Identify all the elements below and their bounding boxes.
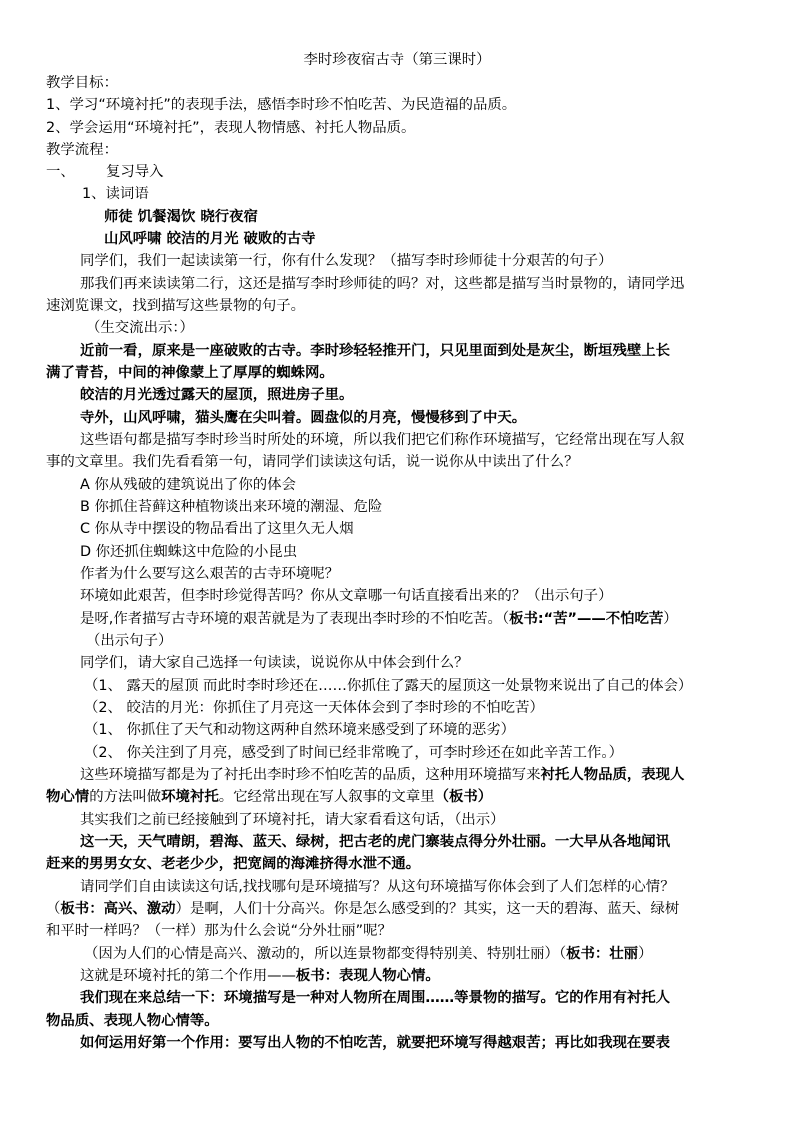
board-note: 板书：表现人物心情。: [295, 968, 440, 984]
paragraph: 那我们再来读读第二行，这还是描写李时珍师徒的吗？对，这些都是描写当时景物的，请同学迅: [80, 276, 685, 292]
paragraph: 其实我们之前已经接触到了环境衬托，请大家看看这句话，（出示）: [80, 812, 505, 828]
paragraph: [84, 943, 652, 965]
section-heading: 复习导入: [106, 164, 164, 180]
quoted-sentence: 近前一看，原来是一座破败的古寺。李时珍轻轻推开门，只见里面到处是灰尘，断垣残壁上长: [80, 343, 671, 359]
summary-sentence: 如何运用好第一个作用：要写出人物的不怕吃苦，就要把环境写得越艰苦；再比如我现在要表: [80, 1035, 671, 1051]
response-item: （2、 你关注到了月亮，感受到了时间已经非常晚了，可李时珍还在如此辛苦工作。）: [84, 745, 623, 761]
board-note: （板书）: [434, 789, 493, 805]
paragraph: [80, 965, 440, 987]
answer-option: B 你抓住苔藓这种植物谈出来环境的潮湿、危险: [80, 499, 383, 515]
paragraph-text: 这就是环境衬托的第二个作用——: [80, 968, 296, 984]
emphasis: 衬托人物品质，表现人: [540, 767, 685, 783]
section-number: 一、: [46, 164, 75, 180]
paragraph: 同学们，我们一起读读第一行，你有什么发现？（描写李时珍师徒十分艰苦的句子）: [80, 253, 613, 269]
vocabulary-row: 山风呼啸 皎洁的月光 破败的古寺: [104, 231, 316, 247]
quoted-sentence: 赶来的男男女女、老老少少，把宽阔的海滩挤得水泄不通。: [46, 856, 421, 872]
paragraph: [46, 786, 492, 808]
paragraph: 和平时一样吗？（一样）那为什么会说“分外壮丽”呢？: [46, 923, 392, 939]
paragraph-text: （: [46, 901, 61, 917]
goals-heading: 教学目标：: [46, 75, 118, 91]
summary-sentence: 物品质、表现人物心情等。: [46, 1013, 219, 1029]
paragraph-text: ）是啊，人们十分高兴。你是怎么感受到的？其实，这一天的碧海、蓝天、绿树: [175, 901, 680, 917]
paragraph-text: ）: [638, 946, 653, 962]
emphasis: 环境衬托: [161, 789, 219, 805]
paragraph-text: 是呀,作者描写古寺环境的艰苦就是为了表现出李时珍的不怕吃苦。（: [80, 611, 510, 627]
paragraph-text: （因为人们的心情是高兴、激动的，所以连景物都变得特别美、特别壮丽）（: [84, 946, 567, 962]
paragraph: （出示句子）: [86, 633, 173, 649]
paragraph: 同学们，请大家自己选择一句读读，说说你从中体会到什么？: [80, 655, 469, 671]
paragraph: 作者为什么要写这么艰苦的古寺环境呢？: [80, 566, 340, 582]
answer-option: C 你从寺中摆设的物品看出了这里久无人烟: [80, 521, 354, 537]
paragraph: 速浏览课文，找到描写这些景物的句子。: [46, 298, 306, 314]
answer-option: A 你从残破的建筑说出了你的体会: [80, 477, 296, 493]
paragraph-text: 这些环境描写都是为了衬托出李时珍不怕吃苦的品质，这种用环境描写来: [80, 767, 541, 783]
paragraph: 环境如此艰苦，但李时珍觉得苦吗？你从文章哪一句话直接看出来的？（出示句子）: [80, 588, 613, 604]
process-heading: 教学流程：: [46, 142, 118, 158]
board-note: 板书:“苦”——不怕吃苦: [509, 611, 664, 627]
quoted-sentence: 满了青苔，中间的神像蒙上了厚厚的蜘蛛网。: [46, 365, 334, 381]
paragraph-text: ）: [663, 611, 678, 627]
paragraph: 这些语句都是描写李时珍当时所处的环境，所以我们把它们称作环境描写，它经常出现在写人叙: [80, 432, 685, 448]
quoted-sentence: 这一天，天气晴朗，碧海、蓝天、绿树，把古老的虎门寨装点得分外壮丽。一大早从各地闻讯: [80, 834, 671, 850]
paragraph: （生交流出示：）: [86, 320, 194, 336]
summary-sentence: 我们现在来总结一下：环境描写是一种对人物所在周围……等景物的描写。它的作用有衬托人: [80, 990, 671, 1006]
paragraph: [80, 764, 684, 786]
vocabulary-row: 师徒 饥餐渴饮 晓行夜宿: [104, 209, 258, 225]
goal-item: 2、学会运用“环境衬托”，表现人物情感、衬托人物品质。: [46, 120, 416, 136]
quoted-sentence: 寺外，山风呼啸，猫头鹰在尖叫着。圆盘似的月亮，慢慢移到了中天。: [80, 410, 527, 426]
response-item: （1、 你抓住了天气和动物这两种自然环境来感受到了环境的恶劣）: [84, 722, 516, 738]
document-title: 李时珍夜宿古寺（第三课时）: [303, 52, 491, 68]
response-item: （1、 露天的屋顶 而此时李时珍还在……你抓住了露天的屋顶这一处景物来说出了自己的体会）: [84, 678, 693, 694]
emphasis: 物心情: [46, 789, 90, 805]
paragraph-text: 的方法叫做: [89, 789, 162, 805]
goal-item: 1、学习“环境衬托”的表现手法，感悟李时珍不怕吃苦、为民造福的品质。: [46, 97, 517, 113]
paragraph: [80, 608, 678, 630]
quoted-sentence: 皎洁的月光透过露天的屋顶，照进房子里。: [80, 387, 354, 403]
paragraph: 事的文章里。我们先看看第一句，请同学们读读这句话，说一说你从中读出了什么？: [46, 454, 579, 470]
board-note: 板书：壮丽: [566, 946, 639, 962]
paragraph-text: 。它经常出现在写人叙事的文章里: [218, 789, 435, 805]
response-item: （2、 皎洁的月光：你抓住了月亮这一天体体会到了李时珍的不怕吃苦）: [84, 700, 544, 716]
list-item: 1、读词语: [82, 186, 149, 202]
paragraph: [46, 898, 679, 920]
answer-option: D 你还抓住蜘蛛这中危险的小昆虫: [80, 544, 298, 560]
board-note: 板书：高兴、激动: [60, 901, 176, 917]
paragraph: 请同学们自由读读这句话,找找哪句是环境描写？从这句环境描写你体会到了人们怎样的心情？: [80, 879, 675, 895]
